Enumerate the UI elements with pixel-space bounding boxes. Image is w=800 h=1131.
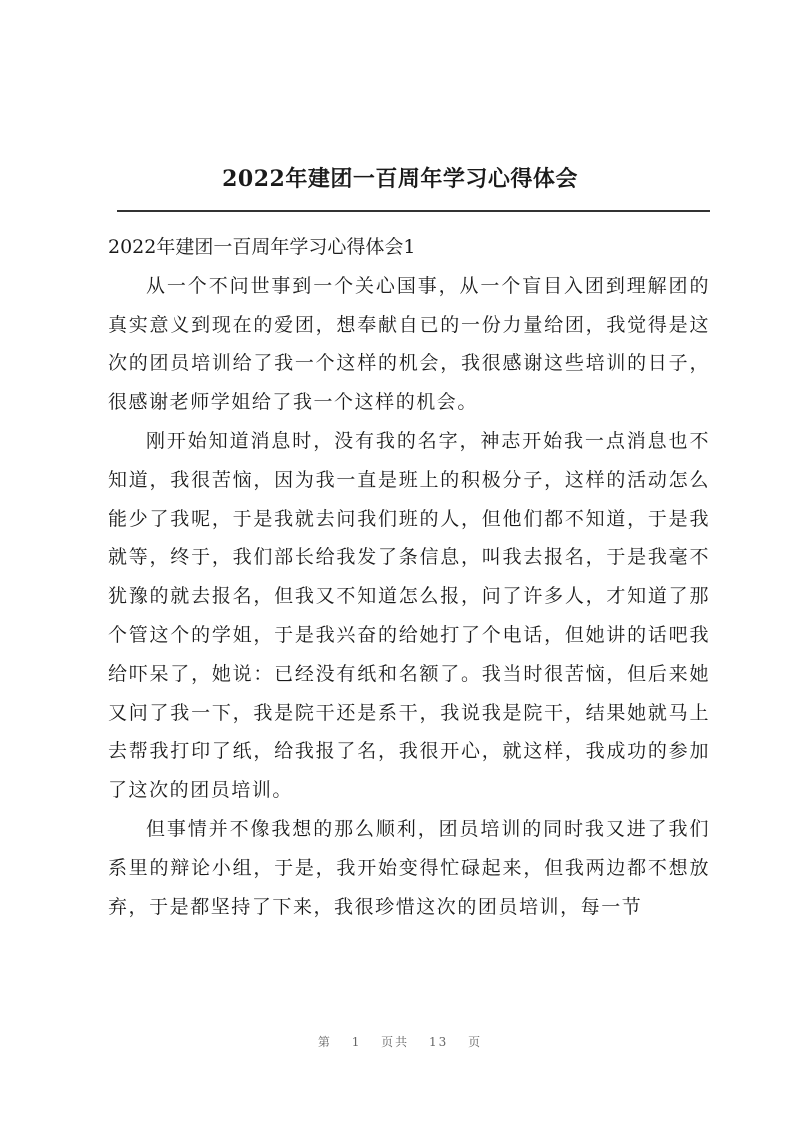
footer-suffix: 页 (468, 1035, 483, 1049)
footer-middle: 页共 (381, 1035, 410, 1049)
title-underline (117, 210, 710, 212)
footer-current-page: 1 (351, 1035, 362, 1049)
footer-total-pages: 13 (429, 1035, 449, 1049)
paragraph-2: 刚开始知道消息时，没有我的名字，神志开始我一点消息也不知道，我很苦恼，因为我一直是班上的积极分子，这样的活动怎么能少了我呢，于是我就去问我们班的人，但他们都不知道，于是我就等，终于，我们部长给我发了条信息，叫我去报名，于是我毫不犹豫的就去报名，但我又不知道怎么报，问了许多人，才知道了那个管这个的学姐，于是我兴奋的给她打了个电话，但她讲的话吧我给吓呆了，她说：已经没有纸和名额了。我当时很苦恼，但后来她又问了我一下，我是院干还是系干，我说我是院干，结果她就马上去帮我打印了纸，给我报了名，我很开心，就这样，我成功的参加了这次的团员培训。 (108, 429, 710, 802)
page-footer (0, 1033, 800, 1050)
footer-prefix: 第 (317, 1035, 332, 1049)
document-body (108, 228, 710, 926)
paragraph-1: 从一个不问世事到一个关心国事，从一个盲目入团到理解团的真实意义到现在的爱团，想奉献自已的一份力量给团，我觉得是这次的团员培训给了我一个这样的机会，我很感谢这些培训的日子，很感谢老师学姐给了我一个这样的机会。 (108, 274, 710, 414)
section-heading: 2022年建团一百周年学习心得体会1 (108, 236, 416, 258)
paragraph-3: 但事情并不像我想的那么顺利，团员培训的同时我又进了我们系里的辩论小组，于是，我开始变得忙碌起来，但我两边都不想放弃，于是都坚持了下来，我很珍惜这次的团员培训，每一节 (108, 817, 710, 918)
document-title: 2022年建团一百周年学习心得体会 (222, 166, 578, 192)
